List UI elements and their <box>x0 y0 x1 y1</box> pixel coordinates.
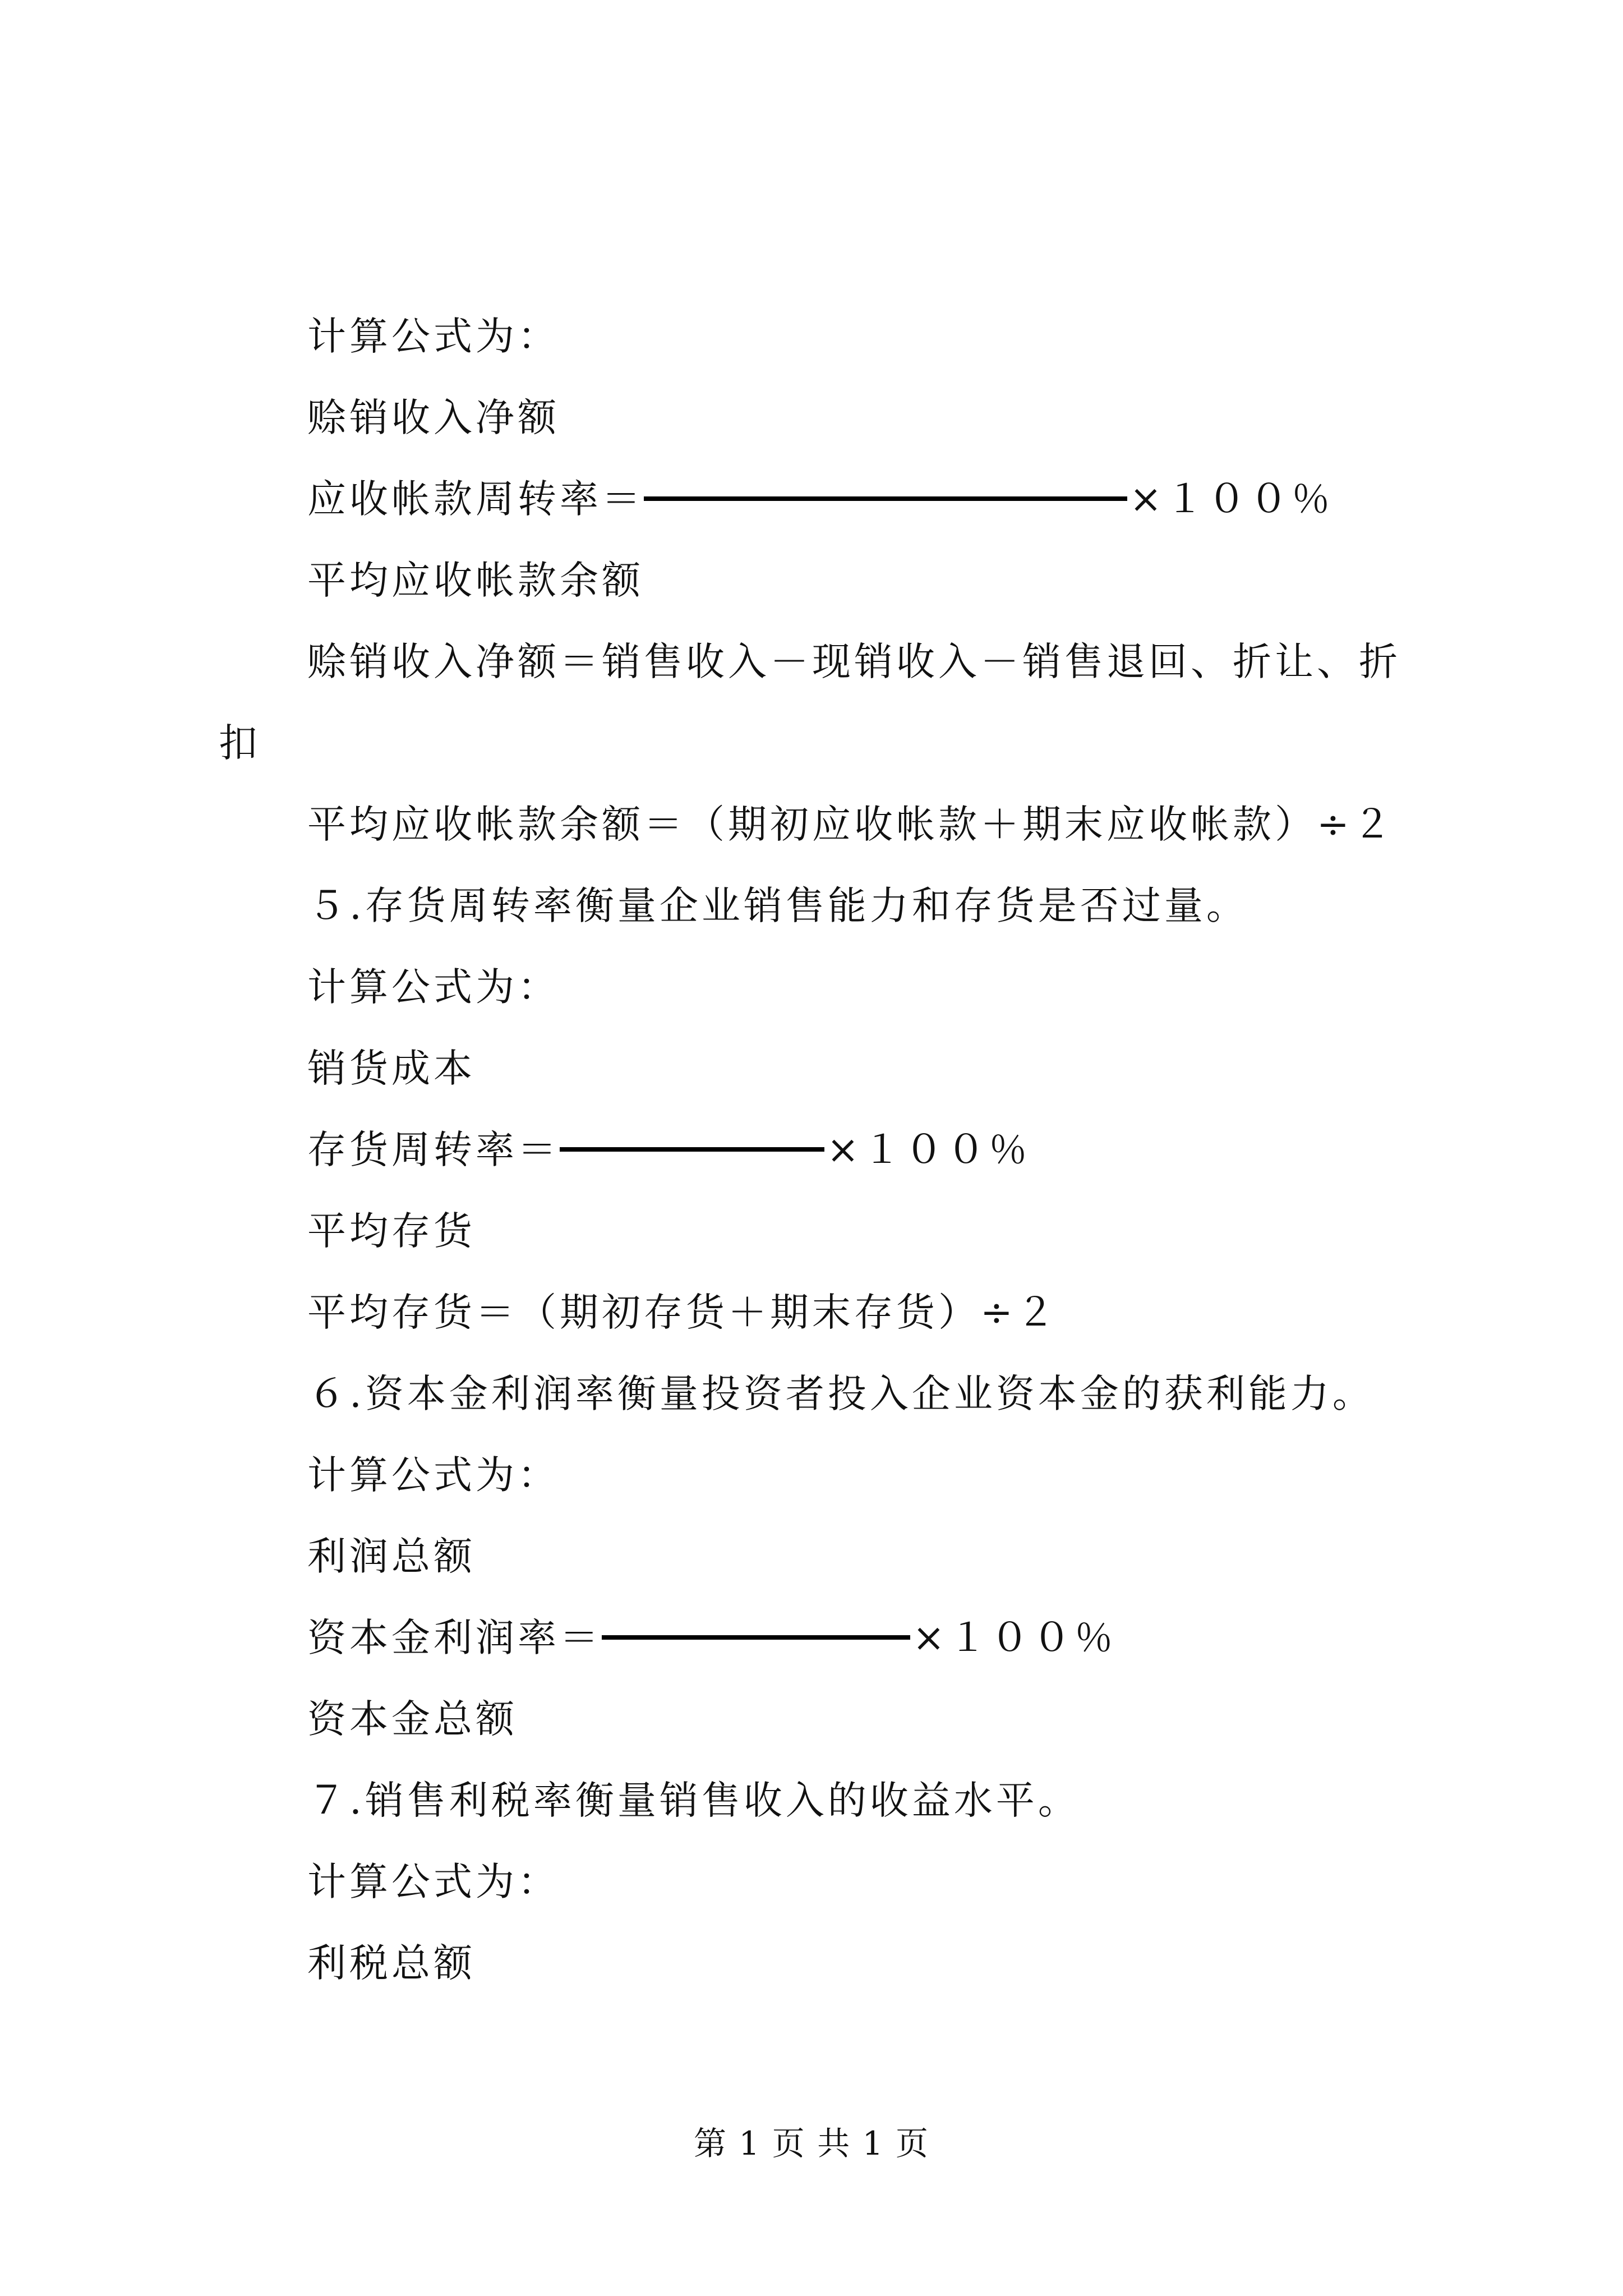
text-line: 平均应收帐款余额＝（期初应收帐款＋期末应收帐款）÷２ <box>307 802 1395 847</box>
numerator-label: 利润总额 <box>307 1534 476 1579</box>
percent-multiplier: ×１００％ <box>912 1616 1117 1660</box>
numerator-label: 赊销收入净额 <box>307 395 560 440</box>
fraction-rule <box>602 1635 910 1640</box>
formula-line-inventory-turnover <box>307 1128 1031 1172</box>
section-heading-7: ７.销售利税率衡量销售收入的收益水平。 <box>307 1778 1080 1823</box>
fraction-rule <box>560 1147 824 1152</box>
formula-label: 资本金利润率＝ <box>307 1616 602 1660</box>
percent-multiplier: ×１００％ <box>827 1128 1031 1172</box>
formula-intro-line: 计算公式为： <box>307 965 560 1010</box>
fraction-rule <box>644 496 1127 501</box>
text-line: 赊销收入净额＝销售收入－现销收入－销售退回、折让、折 <box>307 639 1401 684</box>
text-line: 平均存货＝（期初存货＋期末存货）÷２ <box>307 1290 1058 1335</box>
denominator-label: 平均存货 <box>307 1209 476 1254</box>
formula-line-receivable-turnover <box>307 477 1334 522</box>
denominator-label: 资本金总额 <box>307 1697 518 1742</box>
page-footer: 第 1 页 共 1 页 <box>694 2124 929 2162</box>
numerator-label: 销货成本 <box>307 1046 476 1091</box>
text-line-continued: 扣 <box>219 721 261 766</box>
formula-line-capital-profit <box>307 1616 1117 1660</box>
percent-multiplier: ×１００％ <box>1129 477 1334 522</box>
formula-intro-line: 计算公式为： <box>307 1860 560 1904</box>
formula-intro-line: 计算公式为： <box>307 314 560 359</box>
formula-intro-line: 计算公式为： <box>307 1453 560 1498</box>
section-heading-6: ６.资本金利润率衡量投资者投入企业资本金的获利能力。 <box>307 1372 1375 1416</box>
numerator-label: 利税总额 <box>307 1941 476 1986</box>
formula-label: 应收帐款周转率＝ <box>307 477 644 522</box>
formula-label: 存货周转率＝ <box>307 1128 560 1172</box>
denominator-label: 平均应收帐款余额 <box>307 558 644 603</box>
section-heading-5: ５.存货周转率衡量企业销售能力和存货是否过量。 <box>307 884 1248 928</box>
